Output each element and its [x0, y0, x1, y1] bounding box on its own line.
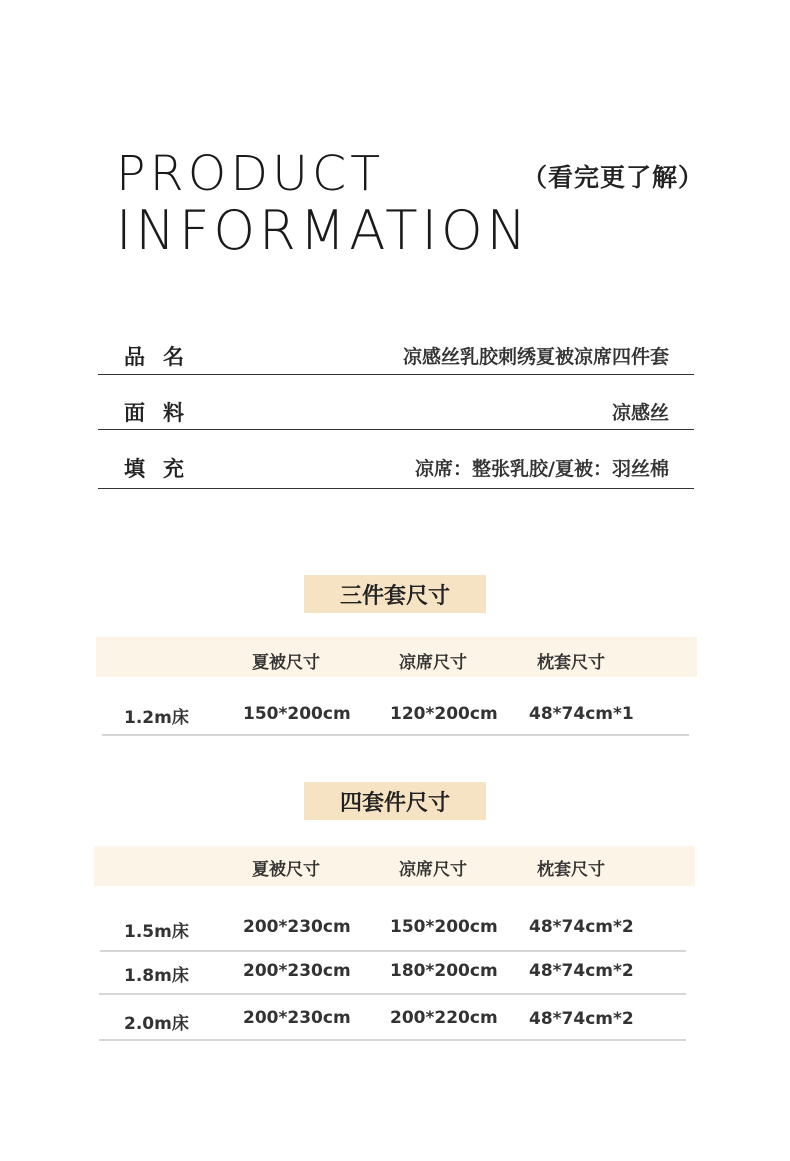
- row-divider: [102, 734, 689, 736]
- row-divider: [99, 1039, 686, 1041]
- info-divider: [98, 429, 694, 430]
- info-value-filling: 凉席：整张乳胶/夏被：羽丝棉: [415, 458, 669, 480]
- header-quilt-size: 夏被尺寸: [252, 860, 320, 880]
- row-bed-size: 1.2m床: [124, 708, 189, 728]
- hero-note: （看完更了解）: [522, 163, 705, 192]
- info-divider: [98, 374, 694, 375]
- info-value-fabric: 凉感丝: [611, 402, 669, 424]
- hero-title-line2: INFORMATION: [116, 199, 531, 262]
- row-divider: [100, 950, 686, 952]
- info-value-name: 凉感丝乳胶刺绣夏被凉席四件套: [402, 346, 669, 368]
- row-quilt-size: 200*230cm: [243, 961, 351, 981]
- three-piece-header-band: [96, 637, 697, 677]
- header-quilt-size: 夏被尺寸: [252, 653, 320, 673]
- row-pillow-size: 48*74cm*2: [529, 917, 634, 937]
- header-mat-size: 凉席尺寸: [399, 653, 467, 673]
- info-label-fabric: 面料: [124, 401, 202, 425]
- row-pillow-size: 48*74cm*2: [529, 961, 634, 981]
- header-mat-size: 凉席尺寸: [399, 860, 467, 880]
- row-quilt-size: 200*230cm: [243, 917, 351, 937]
- row-mat-size: 200*220cm: [390, 1008, 498, 1028]
- row-bed-size: 2.0m床: [124, 1014, 189, 1034]
- three-piece-title: 三件套尺寸: [304, 575, 486, 613]
- header-pillow-size: 枕套尺寸: [537, 653, 605, 673]
- row-divider: [99, 993, 686, 995]
- row-quilt-size: 200*230cm: [243, 1008, 351, 1028]
- row-mat-size: 180*200cm: [390, 961, 498, 981]
- row-quilt-size: 150*200cm: [243, 704, 351, 724]
- row-mat-size: 120*200cm: [390, 704, 498, 724]
- hero-title-line1: PRODUCT: [116, 146, 385, 202]
- row-bed-size: 1.5m床: [124, 922, 189, 942]
- info-label-filling: 填充: [124, 457, 202, 481]
- four-piece-title: 四套件尺寸: [304, 782, 486, 820]
- row-mat-size: 150*200cm: [390, 917, 498, 937]
- row-bed-size: 1.8m床: [124, 966, 189, 986]
- header-pillow-size: 枕套尺寸: [537, 860, 605, 880]
- info-divider: [98, 488, 694, 489]
- row-pillow-size: 48*74cm*2: [529, 1009, 634, 1029]
- row-pillow-size: 48*74cm*1: [529, 704, 634, 724]
- info-label-name: 品名: [124, 345, 202, 369]
